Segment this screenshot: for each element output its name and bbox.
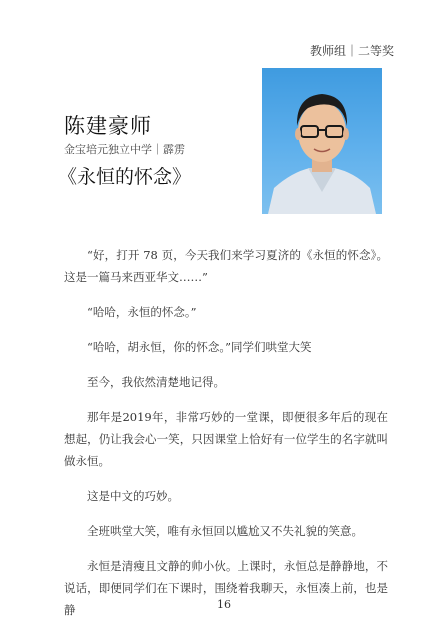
author-affiliation: 金宝培元独立中学｜霹雳 <box>64 143 185 156</box>
paragraph: 永恒是清瘦且文静的帅小伙。上课时，永恒总是静静地，不说话，即便同学们在下课时，围绕着我聊天，永恒凑上前，也是静 <box>64 559 388 617</box>
paragraph: “哈哈，胡永恒，你的怀念。”同学们哄堂大笑 <box>87 340 312 354</box>
author-name: 陈建豪师 <box>64 114 152 138</box>
paragraph: 全班哄堂大笑，唯有永恒回以尴尬又不失礼貌的笑意。 <box>87 524 363 538</box>
paragraph: “哈哈，永恒的怀念。” <box>87 305 197 319</box>
article-title: 《永恒的怀念》 <box>58 166 192 188</box>
article-body <box>64 244 388 634</box>
paragraph: 这是中文的巧妙。 <box>87 489 179 503</box>
page-number: 16 <box>217 598 231 611</box>
paragraph: 至今，我依然清楚地记得。 <box>87 375 225 389</box>
author-portrait <box>262 68 382 214</box>
award-category-tag: 教师组｜二等奖 <box>309 44 394 58</box>
paragraph: 那年是2019年，非常巧妙的一堂课，即便很多年后的现在想起，仍让我会心一笑，只因课堂上恰好有一位学生的名字就叫做永恒。 <box>64 410 388 468</box>
paragraph: “好，打开 78 页，今天我们来学习夏济的《永恒的怀念》。这是一篇马来西亚华文……” <box>64 248 388 284</box>
